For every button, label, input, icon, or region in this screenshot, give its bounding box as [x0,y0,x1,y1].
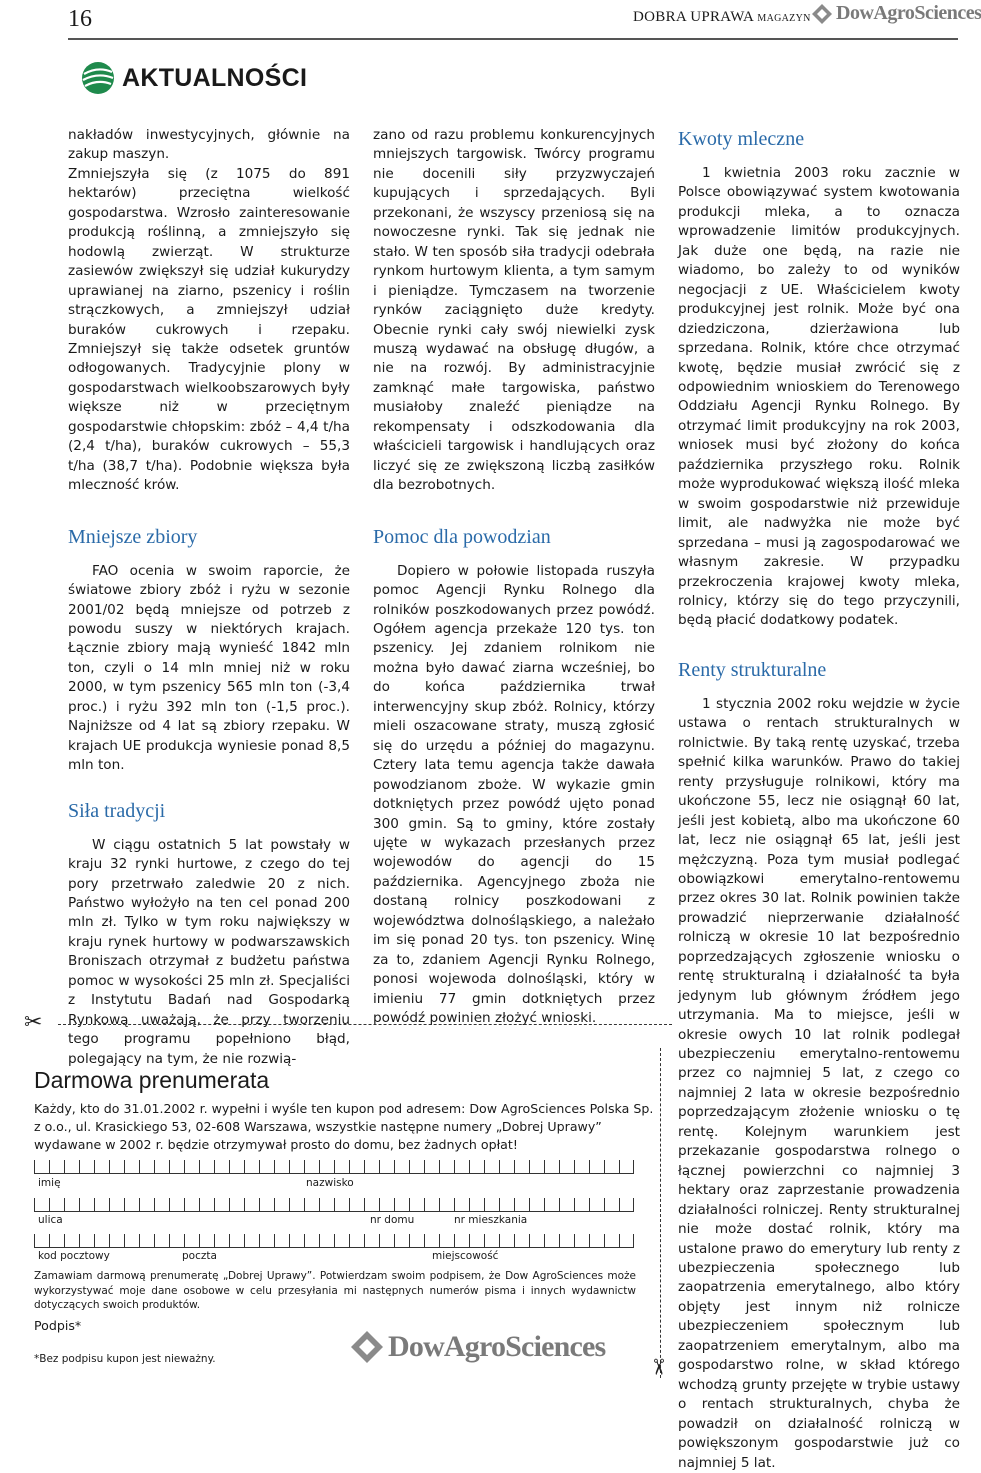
col2-paragraph-1: zano od razu problemu konkurencyjnych mniejszych targowisk. Twórcy programu nie docenili siły przyzwyczajeń kupujących i sprzedających. Byli przekonani, że wszyscy przeniosą się na nowoczesne rynki. Tak się jednak nie stało. W ten sposób siła tradycji odebrała rynkom hurtowym klienta, a tym samym i pieniądze. Tymczasem na tworzenie rynków zaciągnięto duże kredyty. Obecnie rynki cały swój niewielki zysk muszą wydawać na obsługę długów, a nie na rozwój. By administracyjnie zamknąć małe targowiska, państwo musiałoby znaleźć pieniądze na rekompensaty i odszkodowania dla właścicieli targowisk i handlujących oraz liczyć się ze zwiększoną liczbą zasiłków dla bezrobotnych. [373,127,655,494]
heading-renty-strukturalne: Renty strukturalne [678,658,827,681]
coupon-cut-line-top [58,1024,672,1025]
label-imie: imię [38,1177,61,1189]
coupon-text: Każdy, kto do 31.01.2002 r. wypełni i wyśle ten kupon pod adresem: Dow AgroSciences Polska Sp. z o.o., ul. Krasickiego 53, 02-608 Warszawa, wszystkie następne numery „Dobrej Uprawy” wydawane w 2002 r. będzie otrzymywał prosto do domu, bez żadnych opłat! [34,1101,654,1152]
brand-logo [811,2,981,25]
magazine-name: DOBRA UPRAWA [633,9,754,25]
name-boxes[interactable] [34,1160,634,1174]
address-boxes[interactable] [34,1198,634,1212]
scissors-icon: ✂ [24,1010,43,1035]
magazine-title [633,9,811,26]
section-title: AKTUALNOŚCI [122,63,308,92]
consent-text: Zamawiam darmową prenumeratę „Dobrej Uprawy”. Potwierdzam swoim podpisem, że Dow AgroSciences może wykorzystywać moje dane osobowe w celu przesyłania mi następnych numerów pisma i innych wydawnictw dotyczących swoich produktów. [34,1270,636,1312]
header-divider [68,38,958,40]
column-1 [68,126,350,1069]
coupon-cut-line-right [660,1048,661,1378]
label-poczta: poczta [182,1250,217,1262]
heading-sila-tradycji: Siła tradycji [68,799,166,822]
brand-name: DowAgroSciences [836,2,981,24]
label-nazwisko: nazwisko [306,1177,354,1189]
postal-boxes[interactable] [34,1234,634,1248]
column-3 [678,126,960,1473]
col3-paragraph-2: 1 stycznia 2002 roku wejdzie w życie ustawa o rentach strukturalnych w rolnictwie. By taką rentę uzyskać, trzeba spełnić kilka warunków. Prawo do takiej renty przysługuje rolnikowi, który ma ukończone 55, lecz nie osiągnął 60 lat, jeśli jest kobietą, albo ma ukończone 60 lat, lecz nie osiągnął 65 lat, jeśli jest mężczyzną. Poza tym musiał podlegać obowiązkowi emerytalno-rentowemu przez okres 30 lat. Rolnik powinien także prowadzić nieprzerwanie działalność rolniczą w okresie 10 lat bezpośrednio poprzedzających zgłoszenie wniosku o rentę strukturalną i działalność ta była jedynym lub głównym źródłem jego utrzymania. Ma to miejsce, jeśli w okresie owych 10 lat rolnik podlegał ubezpieczeniu emerytalno-rentowemu przez co najmniej 5 lat, z czego co najmniej 2 lata w okresie bezpośrednio poprzedzającym złożenie wniosku o tę rentę. Kolejnym warunkiem jest przekazanie gospodarstwa rolnego o łącznej powierzchni co najmniej 3 hektary oraz zaprzestanie prowadzenia działalności rolniczej. Renty strukturalnej nie może dostać rolnik, który ma ustalone prawo do emerytury lub renty z ubezpieczenia społecznego lub zaopatrzenia emerytalnego, albo który objęty jest innym niż rolnicze ubezpieczeniem społecznym lub zaopatrzeniem emerytalnym, albo ma gospodarstwo rolne, w skład którego wchodzą grunty przejęte w trybie ustawy o rentach strukturalnych, chyba że powadził on działalność rolniczą w powiększonym gospodarstwie już co najmniej 5 lat. [678,695,960,1471]
coupon-brand-name: DowAgroSciences [388,1330,606,1363]
field-imie-nazwisko[interactable] [34,1160,634,1174]
globe-logo-icon [80,60,116,96]
col3-paragraph-1: 1 kwietnia 2003 roku zacznie w Polsce obowiązywać system kwotowania produkcji mleka, a to oznacza wprowadzenie limitów produkcyjnych. Jak duże one będą, na razie nie wiadomo, bo zależy to od wyników negocjacji z UE. Właścicielem kwoty produkcyjnej jest rolnik. Może być ona dziedziczona, dzierżawiona lub sprzedana. Rolnik, które chce otrzymać kwotę, będzie musiał zwrócić się z odpowiednim wnioskiem do Terenowego Oddziału Agencji Rynku Rolnego. By otrzymać limit produkcyjny na rok 2003, wniosek musi być złożony do końca października przyszłego roku. Rolnik może wyprodukować większą ilość mleka w swoim gospodarstwie niż przewiduje limit, ale nadwyżka nie może być sprzedana – musi ją zagospodarować we własnym zakresie. W przypadku przekroczenia krajowej kwoty mleka, rolnicy, którzy się do tego przyczynili, będą płacić dodatkowy podatek. [678,165,960,629]
heading-pomoc-dla-powodzian: Pomoc dla powodzian [373,525,551,548]
col2-paragraph-2: Dopiero w połowie listopada ruszyła pomoc Agencji Rynku Rolnego dla rolników poszkodowanych przez powódź. Ogółem agencja przekaże 120 tys. ton pszenicy. Jej zdaniem rolnikom nie można było dawać ziarna wcześniej, bo do końca października trwał interwencyjny skup zbóż. Rolnicy, którzy mieli oszacowane straty, muszą zgłosić się do urzędu a później do magazynu. Cztery lata temu agencja także dawała powodzianom zboże. W wykazie gmin dotkniętych przez powódź ujęto ponad 300 gmin. Są to gminy, które zostały ujęte w wykazach przesłanych przez wojewodów do agencji do 15 października. Agencyjnego zboża nie dostaną rolnicy poszkodowani z województwa dolnośląskiego, a należało im się ponad 20 tys. ton pszenicy. Winę za to, zdaniem Agencji Rynku Rolnego, ponosi wojewoda dolnośląski, który w imieniu 77 gmin dotkniętych przez powódź powinien złożyć wnioski. [373,562,655,1027]
heading-kwoty-mleczne: Kwoty mleczne [678,128,805,150]
label-ulica: ulica [38,1214,63,1226]
page-header [0,0,981,46]
col1-paragraph-4: W ciągu ostatnich 5 lat powstały w kraju 32 rynki hurtowe, z czego do tej pory przetrwało zaledwie 20 z nich. Państwo wyłożyło na ten cel ponad 200 mln zł. Tylko w tym roku największy w kraju rynek hurtowy w podwarszawskich Broniszach otrzymał z budżetu państwa pomoc w wysokości 25 mln zł. Specjaliści z Instytutu Badań nad Gospodarką Rynkową uważają, że przy tworzeniu tego programu popełniono błąd, polegający na tym, że nie rozwią- [68,836,350,1067]
label-nr-domu: nr domu [370,1214,415,1226]
page-number: 16 [68,6,92,32]
magazine-subtitle: MAGAZYN [757,13,811,24]
heading-mniejsze-zbiory: Mniejsze zbiory [68,525,198,548]
column-2 [373,126,655,1028]
subscription-coupon [34,1066,654,1154]
label-nr-mieszkania: nr mieszkania [454,1214,528,1226]
col1-paragraph-3: FAO ocenia w swoim raporcie, że światowe zbiory zbóż i ryżu w sezonie 2001/02 będą mniejsze od potrzeb z powodu suszy w niektórych krajach. Łącznie zbiory mają wynieść 1842 mln ton, czyli o 14 mln mniej niż w roku 2000, w tym pszenicy 565 mln ton (-3,4 proc.) i ryżu 392 mln ton (-1,5 proc.). Najniższe od 4 lat są zbiory rzepaku. W krajach UE produkcja wyniesie ponad 8,5 mln ton. [68,562,350,774]
scissors-icon: ✂ [645,1357,671,1377]
col1-paragraph-1: nakładów inwestycyjnych, głównie na zakup maszyn. [68,127,350,163]
signature-label[interactable]: Podpis* [34,1318,82,1333]
coupon-title: Darmowa prenumerata [34,1067,270,1093]
label-kod-pocztowy: kod pocztowy [38,1250,110,1262]
col1-paragraph-2: Zmniejszyła się (z 1075 do 891 hektarów) przeciętna wielkość gospodarstwa. Wzrosło zainteresowanie produkcją roślinną, a zmniejszyło się hodowlą zwierząt. W strukturze zasiewów zwiększył się udział kukurydzy uprawianej na ziarno, pszenicy i roślin strączkowych, a zmniejszył udział buraków cukrowych i rzepaku. Zmniejszył się także odsetek gruntów odłogowanych. Tradycyjnie plony w gospodarstwach wielkoobszarowych były większe niż w przeciętnym gospodarstwie chłopskim: zbóż – 4,4 t/ha (2,4 t/ha), buraków cukrowych – 55,3 t/ha (38,7 t/ha). Podobnie większa była mleczność krów. [68,165,350,494]
section-heading [80,60,307,96]
footnote: *Bez podpisu kupon jest nieważny. [34,1353,216,1365]
dow-diamond-icon [350,1330,384,1364]
dow-diamond-icon [811,3,833,25]
field-postal[interactable] [34,1234,634,1248]
coupon-brand-logo [350,1330,605,1364]
field-address[interactable] [34,1198,634,1212]
label-miejscowosc: miejscowość [432,1250,499,1262]
